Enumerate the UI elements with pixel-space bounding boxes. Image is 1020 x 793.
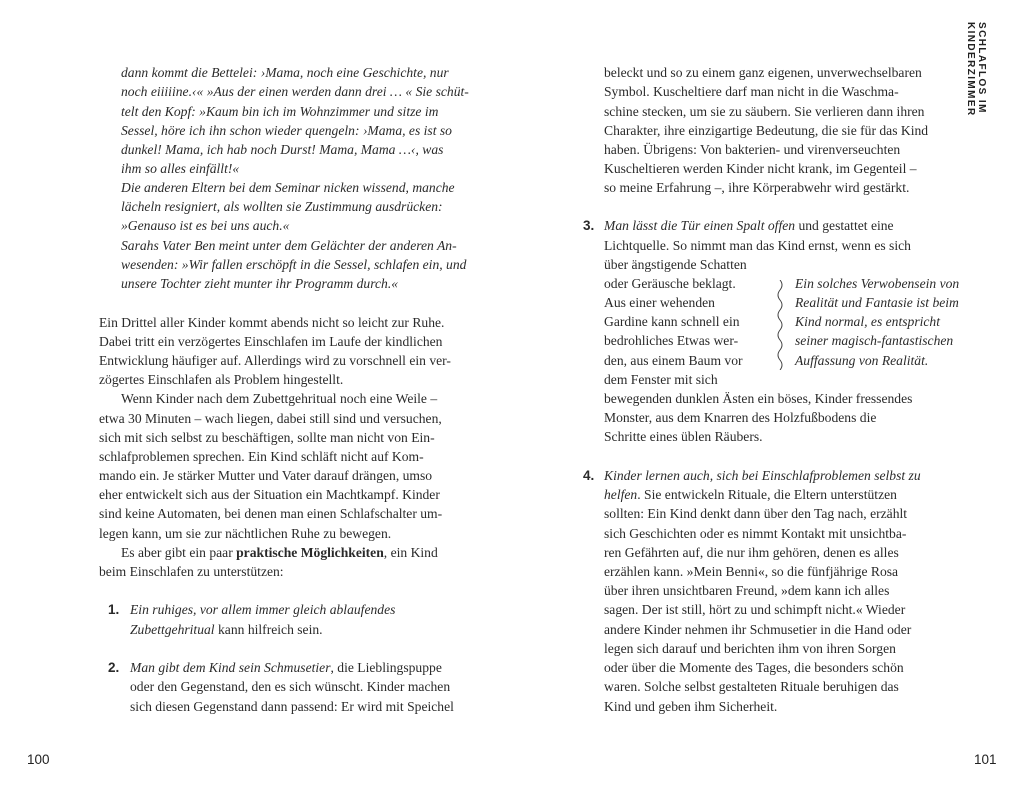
list-number: 1. — [108, 602, 120, 617]
body-line: schine stecken, um sie zu säubern. Sie verlieren dann ihren — [604, 104, 925, 119]
quote-line: Sarahs Vater Ben meint unter dem Gelächter der anderen An- — [121, 238, 457, 253]
body-line: Ein Drittel aller Kinder kommt abends nicht so leicht zur Ruhe. — [99, 315, 445, 330]
quote-line: dunkel! Mama, ich hab noch Durst! Mama, Mama …‹, was — [121, 142, 444, 157]
list-number: 3. — [583, 218, 595, 233]
text-run: . Sie entwickeln Rituale, die Eltern unterstützen — [637, 487, 897, 502]
quote-line: »Genauso ist es bei uns auch.« — [121, 218, 290, 233]
italic-run: Man lässt die Tür einen Spalt offen — [604, 218, 796, 233]
body-line: haben. Übrigens: Von bakterien- und virenverseuchten — [604, 142, 901, 157]
running-head-text: SCHLAFLOS IM KINDERZIMMER — [965, 22, 987, 117]
sidenote-brace — [776, 280, 784, 370]
list-line: Monster, aus dem Knarren des Holzfußbodens die — [604, 410, 877, 425]
list-line: sich diesen Gegenstand dann passend: Er wird mit Speichel — [130, 699, 454, 714]
quote-line: ihm so alles einfällt!« — [121, 161, 240, 176]
sidenote-line: Ein solches Verwobensein von — [795, 276, 960, 291]
sidenote-line: seiner magisch-fantastischen — [795, 333, 954, 348]
list-line — [130, 658, 442, 677]
quote-line: unsere Tochter zieht munter ihr Programm durch.« — [121, 276, 399, 291]
list-number: 4. — [583, 468, 595, 483]
italic-run: helfen — [604, 487, 638, 502]
list-line: bedrohliches Etwas wer- — [604, 333, 739, 348]
list-line: Kinder lernen auch, sich bei Einschlafproblemen selbst zu — [604, 468, 921, 483]
body-line: zögertes Einschlafen als Problem hingestellt. — [99, 372, 344, 387]
list-line — [604, 216, 894, 235]
body-line: Symbol. Kuscheltiere darf man nicht in die Waschma- — [604, 84, 899, 99]
body-line: mando ein. Je stärker Mutter und Vater darauf drängen, umso — [99, 468, 433, 483]
running-head — [942, 22, 987, 192]
italic-run: Zubettgehritual — [130, 622, 215, 637]
text-run: Es aber gibt ein paar — [121, 545, 237, 560]
list-line: oder den Gegenstand, den es sich wünscht. Kinder machen — [130, 679, 451, 694]
quote-line: noch eiiiiine.‹« »Aus der einen werden dann drei … « Sie schüt- — [121, 84, 469, 99]
quote-line: dann kommt die Bettelei: ›Mama, noch eine Geschichte, nur — [121, 65, 449, 80]
list-line: über ihren unsichtbaren Freund, »dem kann ich alles — [604, 583, 890, 598]
list-line: ren Gefährten auf, die nur ihm gehören, denen es alles — [604, 545, 899, 560]
body-line: Entwicklung häufiger auf. Allerdings wird zu vorschnell ein ver- — [99, 353, 451, 368]
list-line: waren. Solche selbst gestalteten Rituale beruhigen das — [604, 679, 899, 694]
quote-line: telt den Kopf: »Kaum bin ich im Wohnzimmer und sitze im — [121, 104, 439, 119]
body-line: schlafproblemen sprechen. Ein Kind schläft nicht auf Kom- — [99, 449, 424, 464]
sidenote-line: Realität und Fantasie ist beim — [795, 295, 959, 310]
list-line: bewegenden dunklen Ästen ein böses, Kinder fressendes — [604, 391, 913, 406]
text-run: , ein Kind — [383, 545, 438, 560]
list-line — [604, 485, 897, 504]
italic-run: Man gibt dem Kind sein Schmusetier — [130, 660, 331, 675]
body-line: beim Einschlafen zu unterstützen: — [99, 564, 284, 579]
page-number-right: 101 — [974, 752, 997, 767]
list-line: Ein ruhiges, vor allem immer gleich ablaufendes — [130, 602, 396, 617]
quote-line: lächeln resigniert, als wollten sie Zustimmung ausdrücken: — [121, 199, 443, 214]
sidenote-line: Kind normal, es entspricht — [795, 314, 940, 329]
text-run: , die Lieblingspuppe — [330, 660, 442, 675]
body-line: Charakter, ihre einzigartige Bedeutung, die sie für das Kind — [604, 123, 929, 138]
list-line: oder Geräusche beklagt. — [604, 276, 736, 291]
list-line: Lichtquelle. So nimmt man das Kind ernst, wenn es sich — [604, 238, 911, 253]
text-run: kann hilfreich sein. — [214, 622, 323, 637]
list-line: den, aus einem Baum vor — [604, 353, 743, 368]
list-line: andere Kinder nehmen ihr Schmusetier in die Hand oder — [604, 622, 912, 637]
body-line: etwa 30 Minuten – wach liegen, dabei still sind und versuchen, — [99, 411, 442, 426]
body-line: sind keine Automaten, bei denen man einen Schlafschalter um- — [99, 506, 443, 521]
list-line: sich Geschichten oder es nimmt Kontakt mit unsichtba- — [604, 526, 907, 541]
page-number-left: 100 — [27, 752, 50, 767]
body-line: Dabei tritt ein verzögertes Einschlafen im Laufe der kindlichen — [99, 334, 443, 349]
quote-line: Sessel, höre ich ihn schon wieder quengeln: ›Mama, es ist so — [121, 123, 452, 138]
list-line: Kind und geben ihm Sicherheit. — [604, 699, 778, 714]
body-line: eher entwickelt sich aus der Situation ein Machtkampf. Kinder — [99, 487, 440, 502]
list-line: Schritte eines üblen Räubers. — [604, 429, 763, 444]
list-line: legen sich darauf und berichten ihm von ihren Sorgen — [604, 641, 896, 656]
list-line: Aus einer wehenden — [604, 295, 715, 310]
body-line: sich mit sich selbst zu beschäftigen, sollte man nicht von Ein- — [99, 430, 435, 445]
body-line: Wenn Kinder nach dem Zubettgehritual noch eine Weile – — [121, 391, 438, 406]
list-line: dem Fenster mit sich — [604, 372, 718, 387]
bold-term: praktische Möglichkeiten — [236, 545, 384, 560]
body-line: so meine Erfahrung –, ihre Körperabwehr wird gestärkt. — [604, 180, 910, 195]
body-line: Kuscheltieren werden Kinder nicht krank, im Gegenteil – — [604, 161, 917, 176]
list-line: sollten: Ein Kind denkt dann über den Tag nach, erzählt — [604, 506, 908, 521]
body-line: legen kann, um sie zur nächtlichen Ruhe zu bewegen. — [99, 526, 392, 541]
body-line — [121, 543, 438, 562]
list-line — [130, 620, 323, 639]
text-run: und gestattet eine — [795, 218, 894, 233]
sidenote-line: Auffassung von Realität. — [795, 353, 929, 368]
list-line: erzählen kann. »Mein Benni«, so die fünfjährige Rosa — [604, 564, 899, 579]
list-line: über ängstigende Schatten — [604, 257, 747, 272]
list-number: 2. — [108, 660, 120, 675]
list-line: Gardine kann schnell ein — [604, 314, 740, 329]
list-line: oder über die Momente des Tages, die besonders schön — [604, 660, 904, 675]
quote-line: Die anderen Eltern bei dem Seminar nicken wissend, manche — [121, 180, 455, 195]
body-line: beleckt und so zu einem ganz eigenen, unverwechselbaren — [604, 65, 922, 80]
list-line: sagen. Der ist still, hört zu und schimpft nicht.« Wieder — [604, 602, 906, 617]
quote-line: wesenden: »Wir fallen erschöpft in die Sessel, schlafen ein, und — [121, 257, 467, 272]
